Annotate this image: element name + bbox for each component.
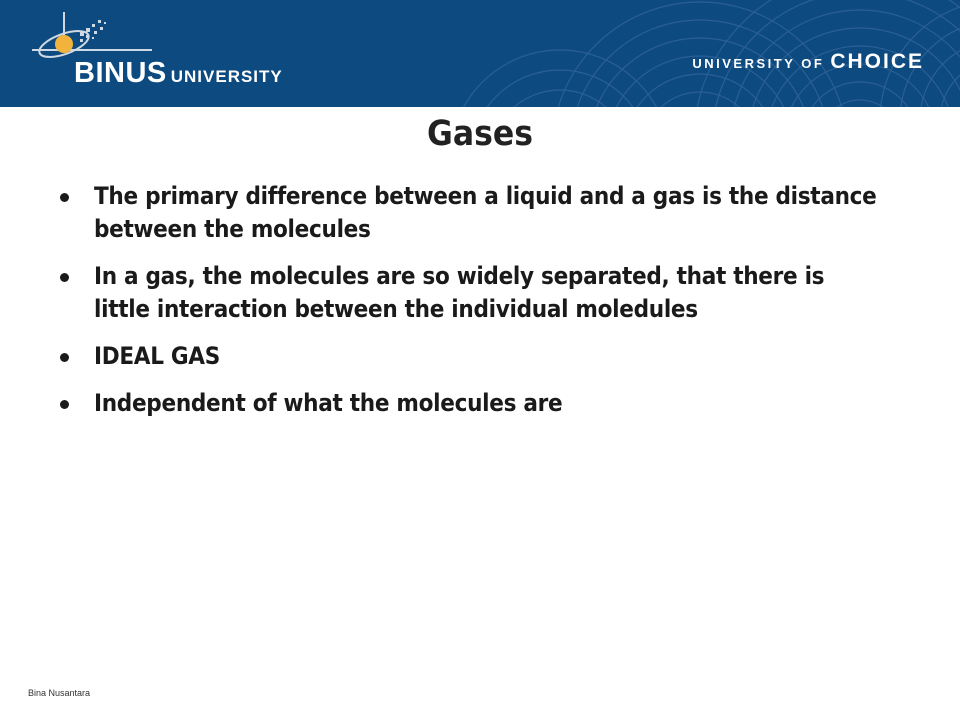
bullet-item (56, 260, 886, 326)
binus-university-logo (28, 8, 328, 98)
bullet-text: Independent of what the molecules are (94, 389, 563, 417)
bullet-text: The primary difference between a liquid and a gas is the distance between the molecules (94, 182, 877, 243)
slide-title: Gases (427, 114, 533, 154)
logo-suffix-text: UNIVERSITY (170, 67, 283, 86)
bullet-dot-icon (60, 193, 69, 202)
bullet-dot-icon (60, 400, 69, 409)
bullet-dot-icon (60, 353, 69, 362)
tagline-big-text: CHOICE (830, 50, 924, 73)
bullet-text: In a gas, the molecules are so widely separated, that there is little interaction between the individual moledules (94, 262, 825, 323)
footer-text: Bina Nusantara (28, 688, 91, 698)
logo-wordmark (74, 59, 283, 88)
university-tagline (692, 50, 924, 74)
logo-brand-text: BINUS (74, 57, 167, 89)
bullet-item (56, 387, 886, 420)
bullet-text: IDEAL GAS (94, 342, 220, 370)
slide-header-banner (0, 0, 960, 107)
bullet-dot-icon (60, 273, 69, 282)
bullet-item (56, 180, 886, 246)
tagline-small-text: UNIVERSITY OF (692, 56, 825, 71)
bullet-list (56, 180, 886, 434)
bullet-item (56, 340, 886, 373)
